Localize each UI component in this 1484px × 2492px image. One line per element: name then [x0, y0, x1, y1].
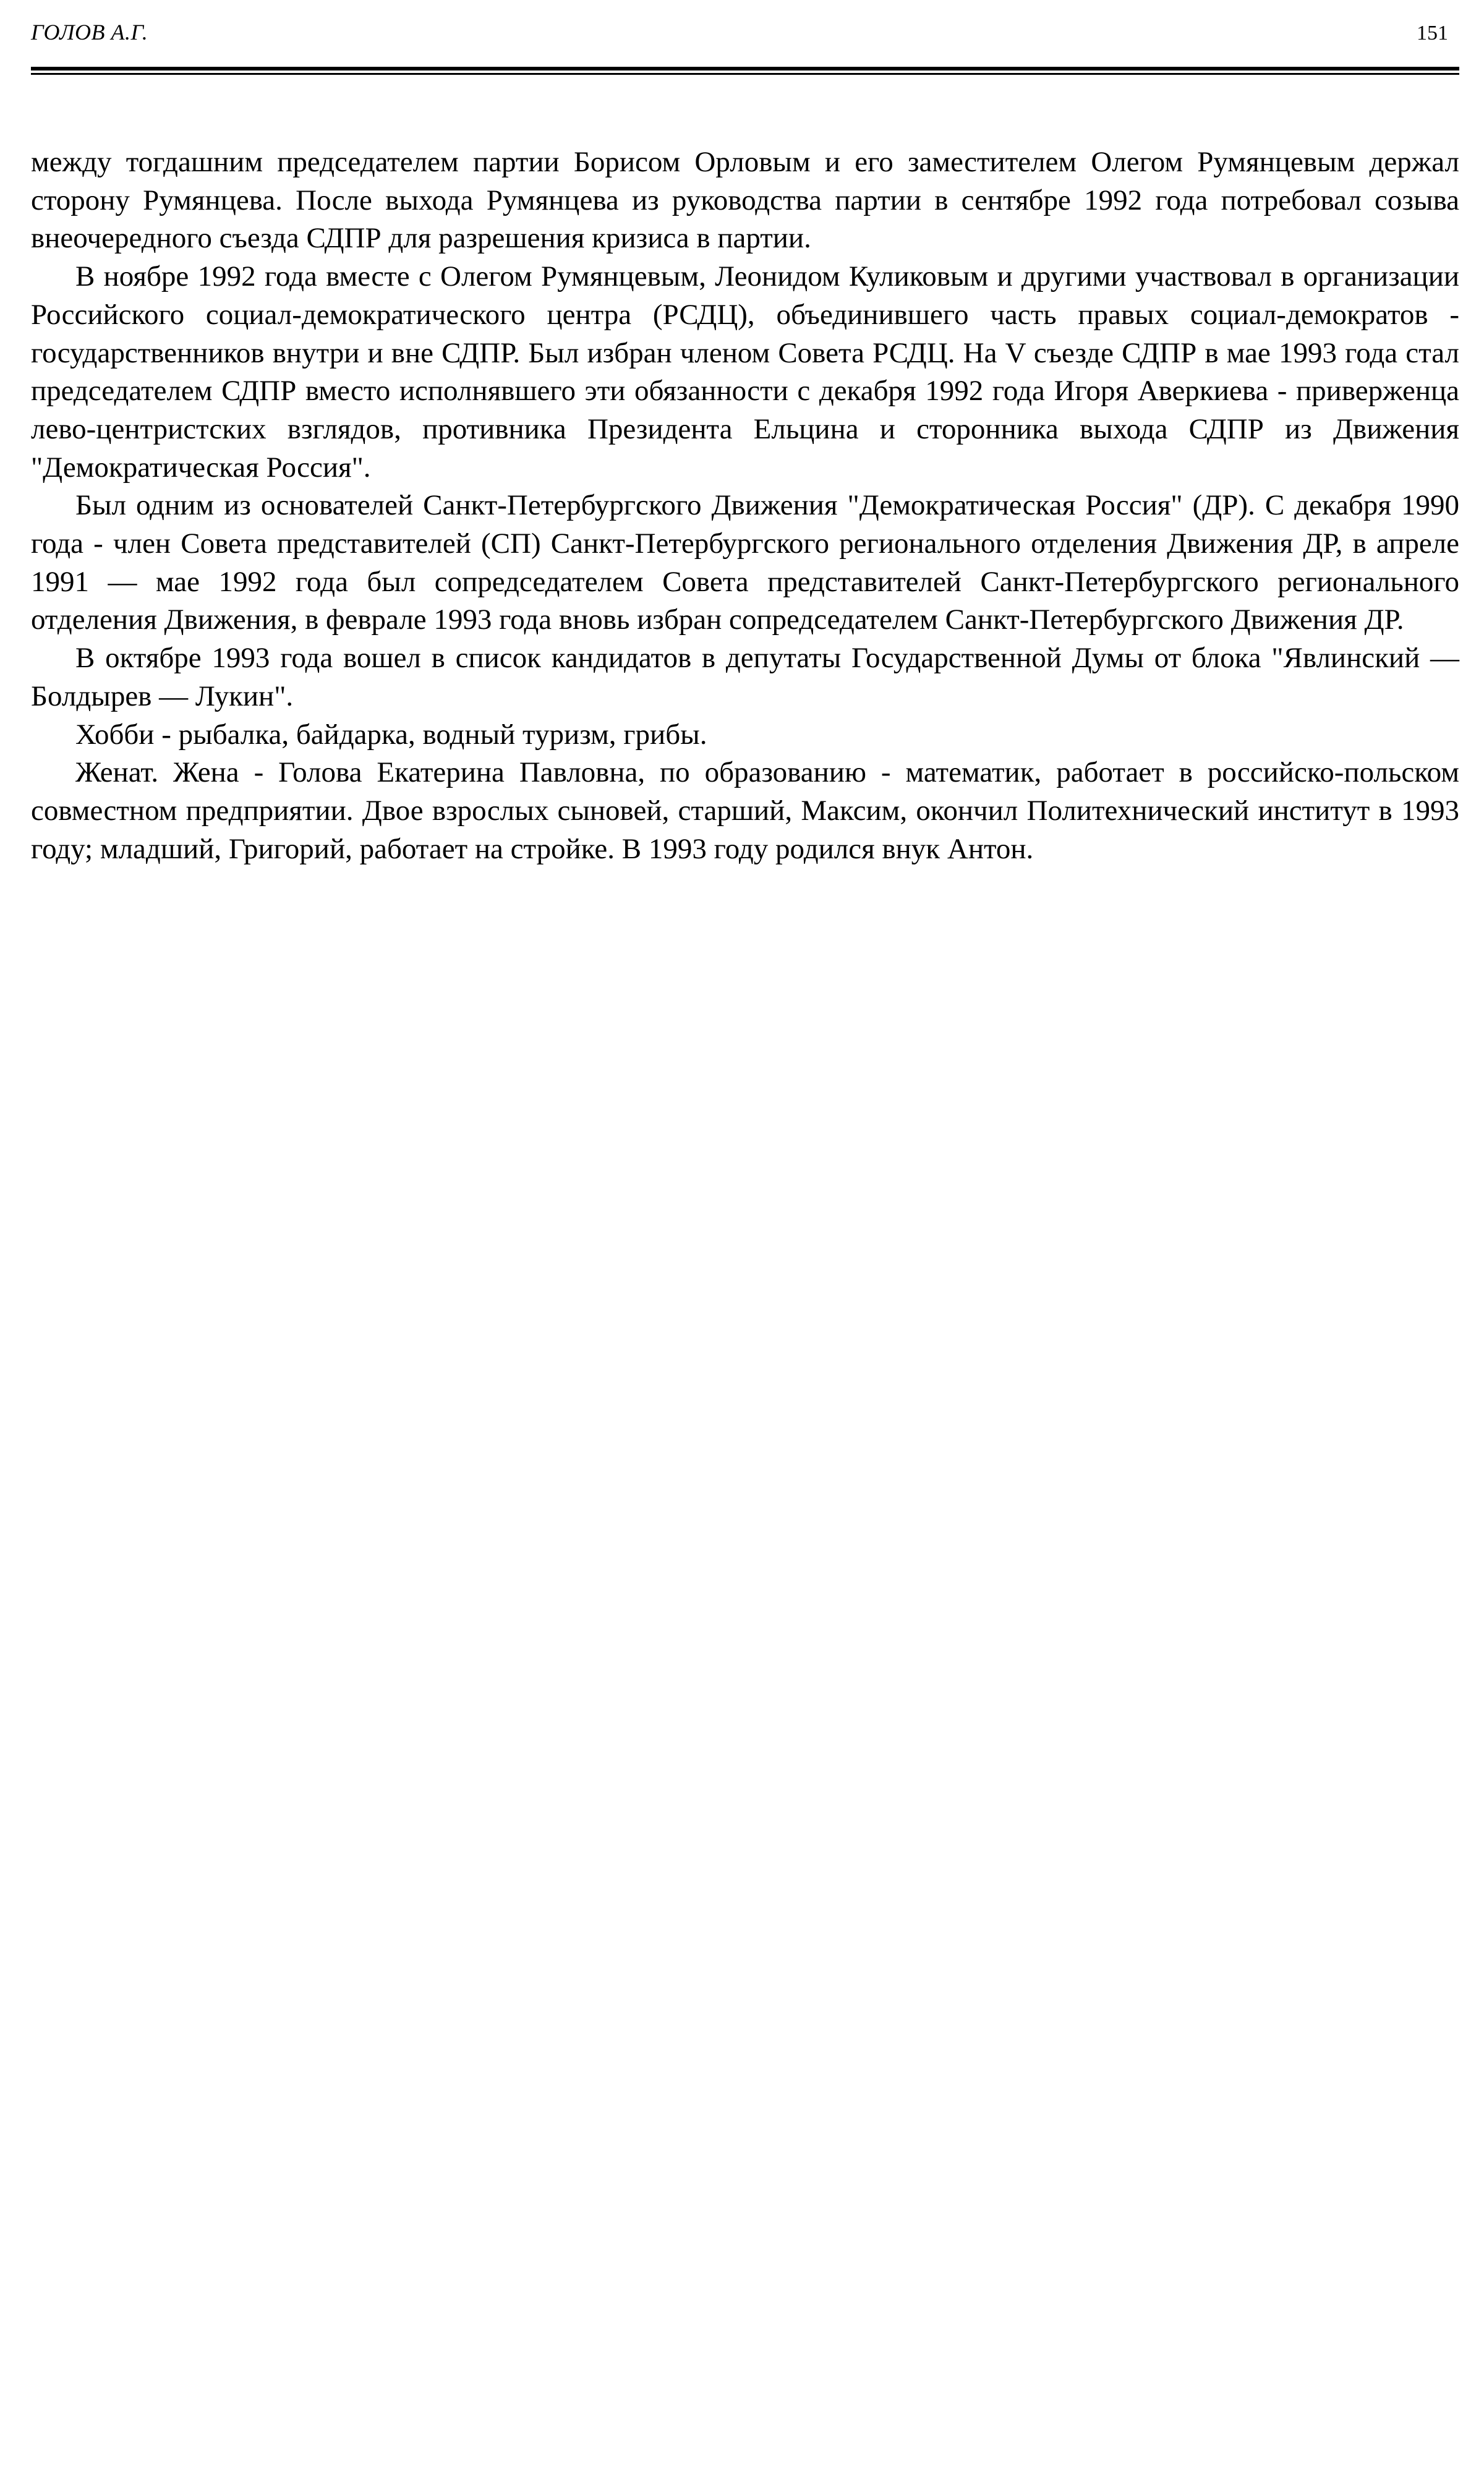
header-rule-thin	[31, 73, 1459, 75]
paragraph-rsdc: В ноябре 1992 года вместе с Олегом Румянцевым, Леонидом Куликовым и другими участвовал в организации Российского социал-демократического центра (РСДЦ), объединившего часть правых социал-демократов - государственников внутри и вне СДПР. Был избран членом Совета РСДЦ. На V съезде СДПР в мае 1993 года стал председателем СДПР вместо исполнявшего эти обязанности с декабря 1992 года Игоря Аверкиева - приверженца лево-центристских взглядов, противника Президента Ельцина и сторонника выхода СДПР из Движения "Демократическая Россия".	[31, 260, 1459, 484]
paragraph-dr-movement: Был одним из основателей Санкт-Петербургского Движения "Демократическая Россия" (ДР). С декабря 1990 года - член Совета представителей (СП) Санкт-Петербургского регионального отделения Движения ДР, в апреле 1991 — мае 1992 года был сопредседателем Совета представителей Санкт-Петербургского регионального отделения Движения, в феврале 1993 года вновь избран сопредседателем Санкт-Петербургского Движения ДР.	[31, 489, 1459, 636]
paragraph-continuation: между тогдашним председателем партии Борисом Орловым и его заместителем Олегом Румянцевым держал сторону Румянцева. После выхода Румянцева из руководства партии в сентябре 1992 года потребовал созыва внеочередного съезда СДПР для разрешения кризиса в партии.	[31, 146, 1459, 255]
paragraph-hobbies: Хобби - рыбалка, байдарка, водный туризм, грибы.	[75, 718, 707, 751]
paragraph-duma-candidacy: В октябре 1993 года вошел в список кандидатов в депутаты Государственной Думы от блока "Явлинский — Болдырев — Лукин".	[31, 642, 1459, 712]
running-head: ГОЛОВ А.Г.	[31, 20, 148, 45]
header-rule-thick	[31, 67, 1459, 70]
page-number: 151	[1417, 22, 1448, 45]
paragraph-family: Женат. Жена - Голова Екатерина Павловна, по образованию - математик, работает в российско-польском совместном предприятии. Двое взрослых сыновей, старший, Максим, окончил Политехнический институт в 1993 году; младший, Григорий, работает на стройке. В 1993 году родился внук Антон.	[31, 756, 1459, 865]
body-text	[31, 143, 1459, 868]
